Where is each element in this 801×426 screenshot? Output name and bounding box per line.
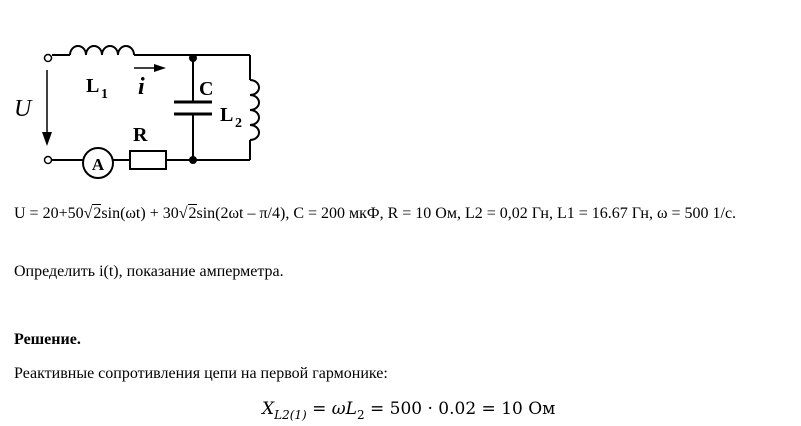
given-part3: sin(2ωt – π/4), C = 200 мкФ, R = 10 Ом, L2 = 0,02 Гн, L1 = 16.67 Гн, ω = 500 1/с. bbox=[196, 205, 737, 222]
current-arrow-head bbox=[154, 64, 166, 72]
inductor1-label: L bbox=[86, 75, 100, 97]
ammeter-label: A bbox=[91, 155, 105, 174]
terminal-bottom bbox=[45, 157, 52, 164]
solution-heading: Решение. bbox=[14, 331, 81, 348]
capacitor-label: C bbox=[199, 78, 214, 100]
problem-task-text: Определить i(t), показание амперметра. bbox=[14, 263, 284, 280]
formula-l-subscript: 2 bbox=[356, 408, 365, 422]
reactance-intro-text: Реактивные сопротивления цепи на первой гармонике: bbox=[14, 365, 388, 382]
problem-given-text bbox=[14, 204, 786, 224]
voltage-label: U bbox=[14, 96, 32, 122]
resistor-label: R bbox=[133, 124, 148, 146]
formula-result: = 500 · 0.02 = 10 Ом bbox=[364, 399, 556, 419]
formula-x-symbol: X bbox=[262, 399, 275, 419]
sqrt-symbol-1: √2 bbox=[83, 205, 102, 222]
sqrt-radicand-1: 2 bbox=[93, 205, 102, 222]
junction-top bbox=[189, 54, 197, 62]
inductor1-sub-label: 1 bbox=[101, 87, 108, 102]
formula-l-symbol: L bbox=[345, 399, 357, 419]
inductor2-sub-label: 2 bbox=[235, 116, 242, 131]
circuit-diagram bbox=[0, 0, 801, 200]
resistor-body bbox=[130, 151, 166, 169]
inductor-l1-coil bbox=[70, 46, 134, 55]
given-part2: sin(ωt) + 30 bbox=[101, 205, 179, 222]
terminal-top bbox=[45, 55, 52, 62]
given-part1: U = 20+50 bbox=[14, 205, 84, 222]
formula-x-subscript: L2(1) bbox=[274, 408, 307, 422]
formula-equals: = bbox=[306, 399, 332, 419]
voltage-arrow-head bbox=[42, 132, 52, 146]
inductor2-label: L bbox=[220, 104, 234, 126]
inductor-l2-coil bbox=[250, 80, 259, 140]
current-label: i bbox=[138, 74, 145, 100]
reactance-formula bbox=[262, 398, 555, 426]
junction-bottom bbox=[189, 156, 197, 164]
formula-omega: ω bbox=[331, 399, 346, 419]
sqrt-radicand-2: 2 bbox=[188, 205, 197, 222]
sqrt-symbol-2: √2 bbox=[178, 205, 197, 222]
